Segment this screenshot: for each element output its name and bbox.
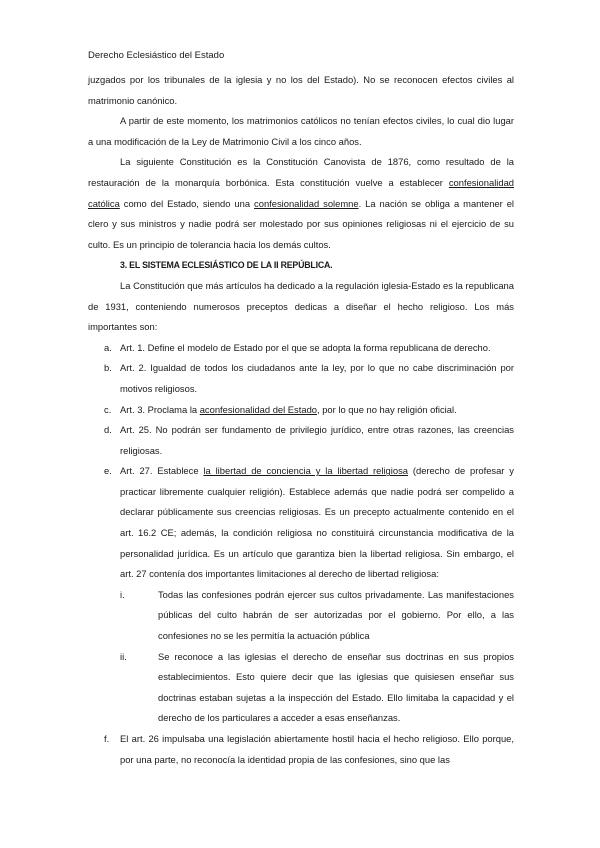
list-marker: b. [104,362,112,374]
running-header: Derecho Eclesiástico del Estado [88,50,225,61]
underlined-libertad-religiosa: la libertad de conciencia y la libertad religiosa [203,465,408,477]
list-item-text: Art. 2. Igualdad de todos los ciudadanos ante la ley, por lo que no cabe discriminación por motivos religiosos. [120,362,514,394]
sub-list-item-text: Se reconoce a las iglesias el derecho de enseñar sus doctrinas en sus propios establecimientos. Esto quiere decir que las iglesias que quisiesen enseñar sus doctrinas estaban sujetas a la inspección del Estado. Ello limitaba la capacidad y el derecho de los particulares a acceder a esas enseñanzas. [158,650,514,724]
list-item-text: (derecho de profesar y practicar libremente cualquier religión). Establece además que nadie podrá ser compelido a declarar públicamente sus creencias religiosas. Es un precepto actualmente contenido en el art. 16.2 CE; además, la condición religiosa no constituirá circunstancia modificativa de la personalidad jurídica. Es un artículo que garantiza bien la libertad religiosa. Sin embargo, el art. 27 contenía dos importantes limitaciones al derecho de libertad religiosa: [120,465,514,580]
paragraph-4: La Constitución que más artículos ha dedicado a la regulación iglesia-Estado es la republicana de 1931, conteniendo numerosos preceptos dedicas a diseñar el hecho religioso. Los más importantes son: [88,279,514,333]
list-item-text: Art. 25. No podrán ser fundamento de privilegio jurídico, entre otras razones, las creencias religiosas. [120,424,514,456]
paragraph-3-text-b: como del Estado, siendo una [119,197,255,209]
underlined-confesionalidad-solemne: confesionalidad solemne [254,197,359,209]
sub-list-item [120,585,514,647]
list-item-f [88,729,514,770]
paragraph-1: juzgados por los tribunales de la iglesia y no los del Estado). No se reconocen efectos civiles al matrimonio canónico. [88,74,514,106]
list-marker: f. [104,733,110,744]
list-item-text: , por lo que no hay religión oficial. [317,403,457,415]
list-item-text: Art. 1. Define el modelo de Estado por el que se adopta la forma republicana de derecho. [120,341,491,353]
paragraph-2: A partir de este momento, los matrimonios católicos no tenían efectos civiles, lo cual dio lugar a una modificación de la Ley de Matrimonio Civil a los cinco años. [88,115,514,147]
paragraph-3 [88,152,514,255]
document-body [88,70,514,770]
sub-list-item [120,647,514,729]
list-marker: a. [104,341,112,353]
underlined-confesionalidad-catolica: confesionalidad católica [88,176,514,209]
sub-list-marker: i. [120,588,125,600]
list-item [88,400,514,421]
sub-list-marker: ii. [120,650,127,662]
sub-list-item-text: Todas las confesiones podrán ejercer sus cultos privadamente. Las manifestaciones públicas del culto habrán de ser autorizadas por el gobierno. Por ello, a las confesiones no se les permitía la actuación pública [158,588,514,642]
list-marker: e. [104,465,112,477]
paragraph-3-text-a: La siguiente Constitución es la Constitución Canovista de 1876, como resultado de la restauración de la monarquía borbónica. Esta constitución vuelve a establecer [88,156,514,188]
list-marker: c. [104,403,112,415]
articles-list [88,338,514,729]
paragraph-3-text-c: . La nación se obliga a mantener el clero y sus ministros y nadie podrá ser molestado por sus opiniones religiosas ni el ejercicio de su culto. Es un principio de tolerancia hacia los demás cultos. [88,197,514,250]
list-item-text: Art. 27. Establece [120,465,204,477]
underlined-aconfesionalidad: aconfesionalidad del Estado [199,403,317,415]
list-item [88,338,514,359]
list-item-text: Art. 3. Proclama la [120,403,200,415]
list-item [88,420,514,461]
list-item [88,461,514,729]
section-heading: 3. EL SISTEMA ECLESIÁSTICO DE LA II REPÚBLICA. [120,260,333,271]
list-item-text: El art. 26 impulsaba una legislación abiertamente hostil hacia el hecho religioso. Ello porque, por una parte, no reconocía la identidad propia de las confesiones, sino que las [120,733,514,765]
list-marker: d. [104,424,112,436]
limitations-list [120,585,514,729]
list-item [88,358,514,399]
